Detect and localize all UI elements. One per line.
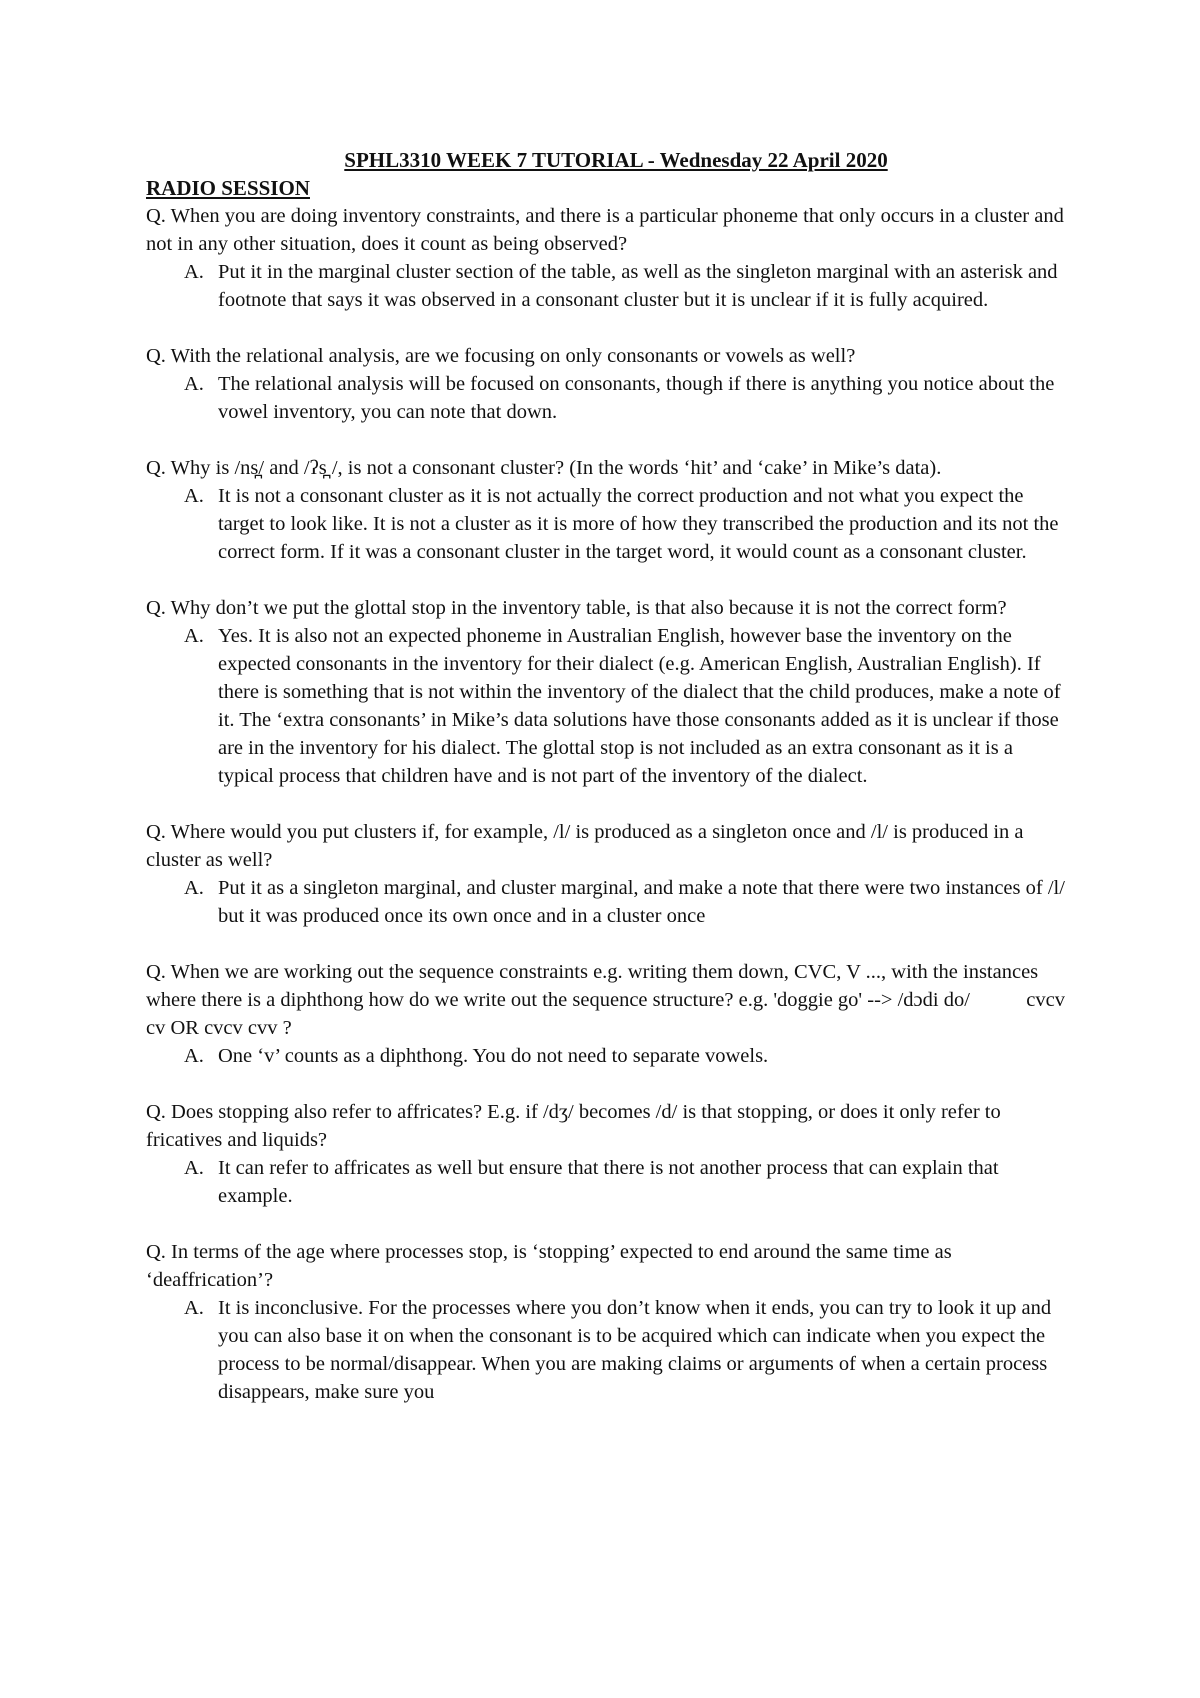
question: Q. Why don’t we put the glottal stop in the inventory table, is that also because it is not the correct form? (146, 597, 1007, 619)
question: Q. When you are doing inventory constraints, and there is a particular phoneme that only occurs in a cluster and not in any other situation, does it count as being observed? (146, 205, 1064, 255)
answer (146, 622, 1066, 790)
document-title: SPHL3310 WEEK 7 TUTORIAL - Wednesday 22 April 2020 (344, 148, 888, 172)
question: Q. With the relational analysis, are we focusing on only consonants or vowels as well? (146, 345, 856, 367)
answer (146, 1154, 1066, 1210)
qa-item-7 (146, 1098, 1066, 1210)
qa-item-1 (146, 202, 1066, 314)
answer-label: A. (184, 1297, 204, 1319)
answer-text: One ‘v’ counts as a diphthong. You do not need to separate vowels. (218, 1045, 769, 1067)
question: Q. Why is /ns̪/ and /ʔs̪ /, is not a consonant cluster? (In the words ‘hit’ and ‘cake’ in Mike’s data). (146, 457, 942, 479)
qa-item-4 (146, 594, 1066, 790)
answer (146, 258, 1066, 314)
answer-text: It is not a consonant cluster as it is not actually the correct production and not what you expect the target to look like. It is not a cluster as it is more of how they transcribed the production and its not the correct form. If it was a consonant cluster in the target word, it would count as a consonant cluster. (218, 485, 1059, 563)
answer-text: Put it as a singleton marginal, and cluster marginal, and make a note that there were two instances of /l/ but it was produced once its own once and in a cluster once (218, 877, 1065, 927)
section-heading: RADIO SESSION (146, 176, 310, 200)
answer (146, 1294, 1066, 1406)
answer-label: A. (184, 625, 204, 647)
qa-item-3 (146, 454, 1066, 566)
answer (146, 1042, 1066, 1070)
question: Q. When we are working out the sequence constraints e.g. writing them down, CVC, V ..., with the instances where there is a diphthong how do we write out the sequence structure? e.g. 'doggie go' --> /dɔdi do/ cvcv cv OR cvcv cvv ? (146, 961, 1071, 1039)
answer-text: The relational analysis will be focused on consonants, though if there is anything you notice about the vowel inventory, you can note that down. (218, 373, 1055, 423)
question: Q. Does stopping also refer to affricates? E.g. if /dʒ/ becomes /d/ is that stopping, or does it only refer to fricatives and liquids? (146, 1101, 1001, 1151)
qa-item-2 (146, 342, 1066, 426)
answer-label: A. (184, 373, 204, 395)
answer-label: A. (184, 877, 204, 899)
answer-label: A. (184, 1157, 204, 1179)
qa-item-5 (146, 818, 1066, 930)
answer-text: It can refer to affricates as well but ensure that there is not another process that can explain that example. (218, 1157, 999, 1207)
question: Q. Where would you put clusters if, for example, /l/ is produced as a singleton once and /l/ is produced in a cluster as well? (146, 821, 1024, 871)
answer-text: Yes. It is also not an expected phoneme in Australian English, however base the inventory on the expected consonants in the inventory for their dialect (e.g. American English, Australian English). If there is something that is not within the inventory of the dialect that the child produces, make a note of it. The ‘extra consonants’ in Mike’s data solutions have those consonants added as it is unclear if those are in the inventory for his dialect. The glottal stop is not included as an extra consonant as it is a typical process that children have and is not part of the inventory of the dialect. (218, 625, 1061, 787)
answer-label: A. (184, 485, 204, 507)
answer-text: Put it in the marginal cluster section of the table, as well as the singleton marginal with an asterisk and footnote that says it was observed in a consonant cluster but it is unclear if it is fully acquired. (218, 261, 1058, 311)
qa-item-6 (146, 958, 1071, 1070)
document-content (146, 146, 1071, 1434)
question: Q. In terms of the age where processes stop, is ‘stopping’ expected to end around the same time as ‘deaffrication’? (146, 1241, 952, 1291)
answer (146, 874, 1066, 930)
answer-label: A. (184, 261, 204, 283)
answer-label: A. (184, 1045, 204, 1067)
answer (146, 482, 1066, 566)
answer-text: It is inconclusive. For the processes where you don’t know when it ends, you can try to look it up and you can also base it on when the consonant is to be acquired which can indicate when you expect the process to be normal/disappear. When you are making claims or arguments of when a certain process disappears, make sure you (218, 1297, 1052, 1403)
answer (146, 370, 1066, 426)
qa-item-8 (146, 1238, 1066, 1406)
